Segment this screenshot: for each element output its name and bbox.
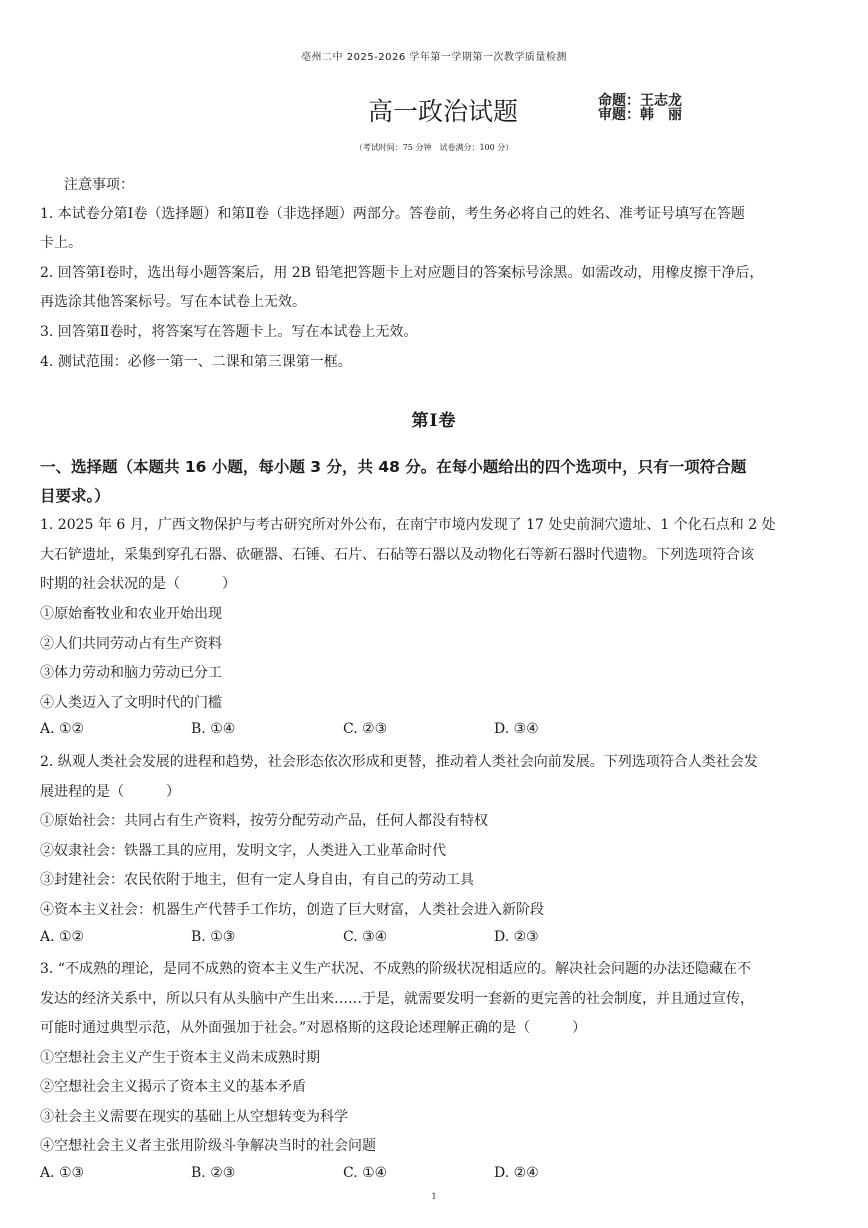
question-2-option-a: A. ①② xyxy=(40,929,85,945)
note-line: 卡上。 xyxy=(40,235,82,251)
question-2-stem: 展进程的是（ ） xyxy=(40,784,180,800)
exam-info: （考试时间：75 分钟 试卷满分：100 分） xyxy=(354,143,514,152)
question-1-item: ①原始畜牧业和农业开始出现 xyxy=(40,606,222,622)
question-1-stem: 1. 2025 年 6 月，广西文物保护与考古研究所对外公布，在南宁市境内发现了 17 处史前洞穴遗址、1 个化石点和 2 处 xyxy=(40,517,776,533)
question-3-item: ①空想社会主义产生于资本主义尚未成熟时期 xyxy=(40,1050,320,1066)
question-1-option-b: B. ①④ xyxy=(191,721,236,737)
author-credit: 命题：王志龙 xyxy=(598,93,682,109)
page-number: 1 xyxy=(431,1192,437,1201)
section-heading: 一、选择题（本题共 16 小题，每小题 3 分，共 48 分。在每小题给出的四个选项中，只有一项符合题 xyxy=(40,458,747,476)
exam-title: 亳州二中 2025-2026 学年第一学期第一次教学质量检测 xyxy=(301,52,567,63)
question-3-option-d: D. ②④ xyxy=(494,1165,539,1181)
question-3-item: ③社会主义需要在现实的基础上从空想转变为科学 xyxy=(40,1109,348,1125)
question-2-option-b: B. ①③ xyxy=(191,929,236,945)
notes-heading: 注意事项： xyxy=(64,177,134,193)
question-1-option-c: C. ②③ xyxy=(343,721,388,737)
note-line: 2. 回答第Ⅰ卷时，选出每小题答案后，用 2B 铅笔把答题卡上对应题目的答案标号涂黑。如需改动，用橡皮擦干净后， xyxy=(40,265,764,281)
note-line: 3. 回答第Ⅱ卷时，将答案写在答题卡上。写在本试卷上无效。 xyxy=(40,324,418,340)
question-3-stem: 3. “不成熟的理论，是同不成熟的资本主义生产状况、不成熟的阶级状况相适应的。解决社会问题的办法还隐藏在不 xyxy=(40,961,751,977)
question-2-item: ②奴隶社会：铁器工具的应用，发明文字，人类进入工业革命时代 xyxy=(40,843,446,859)
question-1-stem: 时期的社会状况的是（ ） xyxy=(40,576,236,592)
question-3-option-a: A. ①③ xyxy=(40,1165,85,1181)
question-1-option-d: D. ③④ xyxy=(494,721,539,737)
question-1-option-a: A. ①② xyxy=(40,721,85,737)
note-line: 1. 本试卷分第Ⅰ卷（选择题）和第Ⅱ卷（非选择题）两部分。答卷前，考生务必将自己的姓名、准考证号填写在答题 xyxy=(40,206,745,222)
question-3-option-b: B. ②③ xyxy=(191,1165,236,1181)
question-1-item: ④人类迈入了文明时代的门槛 xyxy=(40,695,222,711)
question-1-item: ③体力劳动和脑力劳动已分工 xyxy=(40,665,222,681)
part-heading: 第Ⅰ卷 xyxy=(411,411,457,431)
question-2-option-d: D. ②③ xyxy=(494,929,539,945)
section-heading-cont: 目要求。） xyxy=(40,487,110,505)
question-2-option-c: C. ③④ xyxy=(343,929,388,945)
question-1-item: ②人们共同劳动占有生产资料 xyxy=(40,636,222,652)
question-3-stem: 可能时通过典型示范，从外面强加于社会。”对恩格斯的这段论述理解正确的是（ ） xyxy=(40,1020,587,1036)
question-2-item: ③封建社会：农民依附于地主，但有一定人身自由，有自己的劳动工具 xyxy=(40,872,474,888)
note-line: 再选涂其他答案标号。写在本试卷上无效。 xyxy=(40,294,306,310)
question-3-item: ②空想社会主义揭示了资本主义的基本矛盾 xyxy=(40,1079,306,1095)
question-2-item: ①原始社会：共同占有生产资料，按劳分配劳动产品，任何人都没有特权 xyxy=(40,813,488,829)
question-3-item: ④空想社会主义者主张用阶级斗争解决当时的社会问题 xyxy=(40,1138,376,1154)
question-2-stem: 2. 纵观人类社会发展的进程和趋势，社会形态依次形成和更替，推动着人类社会向前发展。下列选项符合人类社会发 xyxy=(40,754,758,770)
question-3-option-c: C. ①④ xyxy=(343,1165,388,1181)
question-1-stem: 大石铲遗址，采集到穿孔石器、砍砸器、石锤、石片、石砧等石器以及动物化石等新石器时代遗物。下列选项符合该 xyxy=(40,547,754,563)
question-3-stem: 发达的经济关系中，所以只有从头脑中产生出来……于是，就需要发明一套新的更完善的社会制度，并且通过宣传， xyxy=(40,991,754,1007)
note-line: 4. 测试范围：必修一第一、二课和第三课第一框。 xyxy=(40,354,352,370)
reviewer-credit: 审题：韩 丽 xyxy=(598,107,682,123)
exam-subtitle: 高一政治试题 xyxy=(368,97,519,126)
question-2-item: ④资本主义社会：机器生产代替手工作坊，创造了巨大财富，人类社会进入新阶段 xyxy=(40,902,544,918)
